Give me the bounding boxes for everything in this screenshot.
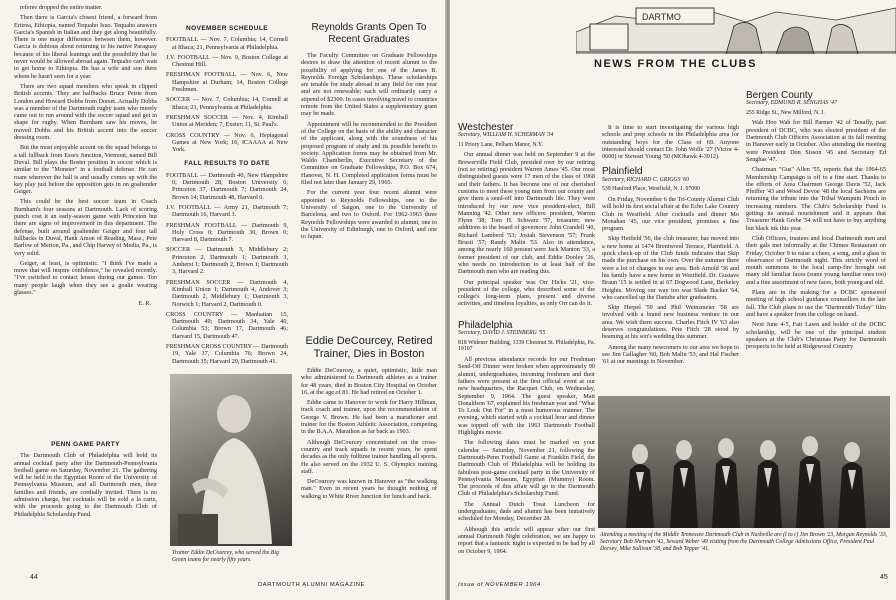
bergen-address: 255 Ridge St., New Milford, N. J. xyxy=(746,109,825,116)
decourcey-headline: Eddie DeCourcey, Retired Trainer, Dies in Boston xyxy=(305,335,433,360)
right-page-number: 45 xyxy=(880,574,888,581)
left-col-1 xyxy=(14,4,157,308)
soccer-article-paragraph: Geiger, at least, is optimistic. "I think I've made a move that will inspire confidence," he revealed recently. "I've switched to contact lenses during our games. Too many people laugh when they see a goalie wearing glasses." xyxy=(14,259,157,296)
bergen-paragraph: Club Officers, trustees and local Dartmouth men and their gals met informally at the Chimes Restaurant on Friday, October 9 to raise a cheer, a song, and a glass in observance of Dartmouth night. This strictly word of mouth summons to the local camp-fire brought out many old familiar faces (some young familiar ones too) and a fine assortment of new faces, both young and old. xyxy=(746,234,886,286)
decourcey-paragraph: Eddie came to Hanover to work for Harry Hillman, track coach and trainer, upon the recommendation of George V. Brown. He had been a marathoner and trainer for the Boston Athletic Association, competing in the B.A.A. Marathon as far back as 1903. xyxy=(301,399,437,436)
reynolds-paragraph: The Faculty Committee on Graduate Fellowships desires to draw the attention of recent alumni to the possibility of applying for one of the James B. Reynolds Foreign Scholarships. These scholarships are tenable for study abroad in any field for one year and are not renewable; each will ordinarily carry a stipend of $2300. In cases involving travel to countries remote from the United States a supplementary grant may be made. xyxy=(301,52,437,118)
november-schedule-title: NOVEMBER SCHEDULE xyxy=(186,25,268,32)
soccer-article-paragraph: Then there is Garcia's closest friend, a forward from Eritrea, Ethiopia, named Tequaho Isuo. Tequaho answers Garcia's Spanish in Italian and they get along beautifully. There is one major difference between them, however. Garcia is dubious about returning to his native Paraguay because of his liberal leanings and the possibility that he never would be allowed abroad again. Tequaho can't wait to get home to Ethiopia. He has a wife and son there whom he hasn't seen for a year. xyxy=(14,14,157,80)
left-page-number: 44 xyxy=(30,574,38,581)
soccer-article-paragraph: referee dropped the entire matter. xyxy=(20,4,103,11)
philadelphia-section xyxy=(458,322,595,558)
bergen-text xyxy=(746,119,886,350)
philadelphia-paragraph: The Annual Dutch Treat Luncheon for undergraduates, dads and alumni has been tentatively scheduled for Monday, December 28. xyxy=(458,500,595,523)
news-from-clubs-title: NEWS FROM THE CLUBS xyxy=(594,58,757,70)
soccer-article-paragraph: This could be the best soccer team in Coach Burnham's four seasons at Dartmouth. Lack of scoring punch cost it an early-season game with Princeton but there are signs of improvement in this department. The defense, built around goaltender Geiger and four tall fullbacks in Duval, Hank Amon of Reading, Mass., Pete Barlow of Merion, Pa., and Chip Harvey of Media, Pa., is very solid. xyxy=(14,198,157,257)
decourcey-paragraph: DeCourcey was known in Hanover as "the walking man." Even in recent years he thought nothing of walking to White River Junction for lunch and back. xyxy=(301,478,437,500)
philadelphia-secretary: Secretary, DAVID J. STEINBERG '55 xyxy=(458,330,546,337)
fall-results-title: FALL RESULTS TO DATE xyxy=(184,160,270,168)
club-meeting-figures xyxy=(598,396,890,528)
right-col-2 xyxy=(602,124,739,369)
bergen-paragraph: Plans are in the making for a DCBC sponsored meeting of high school guidance counsellors in the late fall. The Club plans to use the "Dartmouth Today" film and have a speaker from the college on hand. xyxy=(746,289,886,318)
left-col-3 xyxy=(301,22,437,243)
club-meeting-caption: Attending a meeting of the Middle Tennessee Dartmouth Club in Nashville are (l to r) Jim Brown '23, Morgan Reynolds '33, Secretary Bob Sherman '42, Seward Weber '49 visiting from the Dartmouth College Admissions Office, President Paul Dorsey, Mike Sullivan '38, and Bob Tepper '41. xyxy=(600,532,888,552)
reynolds-paragraph: Appointment will be recommended to the President of the College on the basis of the ability and character of the applicant, along with the soundness of his proposed program of study and its possible benefit to society. Application forms may be obtained from Mr. Waldo Chamberlin, Executive Secretary of the Committee on Graduate Fellowships, P.O. Box 674, Hanover, N. H. Completed application forms must be filed not later than January 29, 1965. xyxy=(301,120,437,187)
issue-label: Issue of NOVEMBER 1964 xyxy=(458,582,541,588)
reynolds-headline: Reynolds Grants Open To Recent Graduates xyxy=(311,22,427,45)
bergen-secretary: Secretary, EDMUND R. SENGHAS '47 xyxy=(746,100,837,107)
plainfield-paragraph: Skip Hetfield '56, the club treasurer, has moved into a new home at 1474 Brentwood Terrace, Plainfield. A quick check-up of the Club funds indicates that Skip made the purchase on his own. Over the summer there were a lot of changes in our area. Bob Arnold '36 and his family have a new home in Westfield. Dr. Gustave Braun '15 is settled in at 67 Dogwood Lane, Berkeley Heights. Moving our way too was Slade Backer '64, who cancelled up the Danube after graduation. xyxy=(602,235,739,301)
plainfield-title: Plainfield xyxy=(602,166,643,178)
plainfield-paragraph: Skip Herpel '59 and Phil Weinsmeier '58 are involved with a brand new business venture in our area. We wish them success. Charles Fitch IV '63 also deserves congratulations. Pete Fitch '28 stood by beaming at his son's wedding this summer. xyxy=(602,304,739,341)
westchester-secretary: Secretary, WILLIAM H. SCHERMAN '34 xyxy=(458,132,554,139)
philadelphia-paragraph: The following dates must be marked on your calendar — Saturday, November 21, following the Dartmouth-Penn Football Game at Franklin Field, the Dartmouth Club of Philadelphia will be holding its fabulous post-game cocktail party in the University of Pennsylvania Museum, Egyptian (Mummy) Room. The proceeds of this affair will go to the Dartmouth Club of Philadelphia's Scholarship Fund. xyxy=(458,439,595,498)
westchester-address: 11 Priory Lane, Pelham Manor, N.Y. xyxy=(458,141,543,148)
bergen-paragraph: Chairman "Gus" Allen '55, reports that the 1964-65 Membership Campaign is off to a fine start. Thanks to the efforts of Area Chairmen George Davis '52, Jack Pfeiffer '43 and Wood Devoe '48 the local Sachems are returning the tribute into the Tribal Wampum Pouch in increasing numbers. The Club's Scholarship Fund is getting its annual nourishment and it appears that Treasurer Hank Grebe '54 will not have to buy anything but black ink this year. xyxy=(746,166,886,232)
plainfield-text xyxy=(602,196,739,366)
sketch-sign-text: DARTMO xyxy=(642,12,681,22)
left-page xyxy=(0,0,446,600)
schedule-item: FRESHMAN FOOTBALL — Nov. 6, New Hampshire at Durham; 14, Boston College Freshmen. xyxy=(166,71,288,94)
prep-school-note: It is time to start investigating the various high schools and prep schools in the Philadelphia area for outstanding boys for the Class of 69. Anyone interested should contact Dr. John Wolfe '27 (Victor 4-0600) or Stewart Young '50 (MOhawk 4-3912). xyxy=(602,124,739,161)
plainfield-paragraph: Among the many newcomers to our area we hope to see Jim Gallagher '60, Bob Malin '53, and Hal Fischer '61 at our meetings in November. xyxy=(602,343,739,366)
result-item: CROSS COUNTRY — Manhattan 15, Dartmouth 49; Dartmouth 34, Yale 40, Columbia 53; Brown 17, Dartmouth 46; Harvard 15, Dartmouth 47. xyxy=(166,310,288,340)
decourcey-article xyxy=(301,335,437,503)
article-signoff: E. R. xyxy=(138,300,151,308)
soccer-article-paragraph: But the most enjoyable accent on the squad belongs to a tall fullback from Essex Junction, Vermont, named Bill Duval. Bill plays the Boster position in soccer which is similar to the "Monster" in a football defense. He can roam wherever the ball is and usually comes up with the key play just before the opposition gets in on goaltender Geiger. xyxy=(14,144,157,196)
result-item: SOCCER — Dartmouth 3, Middlebury 2; Princeton 2, Dartmouth 1; Dartmouth 3, Amherst 1; Dartmouth 2, Brown 1; Dartmouth 3, Harvard 2. xyxy=(166,246,288,276)
philadelphia-address: 818 Widener Building, 1339 Chestnut St. Philadelphia, Pa. 19107 xyxy=(458,339,595,353)
westchester-text xyxy=(458,151,595,307)
penn-game-party-title: PENN GAME PARTY xyxy=(51,441,120,448)
philadelphia-paragraph: All previous attendance records for our Freshman Send-Off Dinner were broken when approximately 90 alumni, undergraduates, incoming freshmen and their fathers were present at the first official event at our new headquarters, the Racquet Club, on Wednesday, September 9, 1964. The guest speaker, Matt Donaldson '67, explained his freshman year and "What To Look Out For" in a most humorous manner. The evening, which started with a cocktail hour and dinner was topped off with the 1963 Dartmouth Football Highlights movie. xyxy=(458,356,595,437)
schedule-item: FOOTBALL — Nov. 7, Columbia; 14, Cornell at Ithaca; 21, Pennsylvania at Philadelphia. xyxy=(166,36,288,51)
soccer-article-paragraph: There are two squad members who speak in clipped British accents. They are halfbacks Bruce Petrie from London and Howard Dobbs from Dorset. Actually Dobbs was a member of the Dartmouth rugby team who merely came out to run around with the soccer squad and get in shape for rugby. When Burnham saw his moves, he moved Dobbs and his British accent into the soccer dressing room. xyxy=(14,82,157,142)
fall-results xyxy=(166,172,288,365)
schedule-item: CROSS COUNTRY — Nov. 6, Heptagonal Games at New York; 16, ICAAAA at New York. xyxy=(166,131,288,154)
westchester-paragraph: Our annual dinner was held on September 9 at the Brewerville Field Club, presided over by our retiring (not so retiring) president Warren Ames '45. Our most distinguished guests were 17 men of the class of 1968 and their fathers. It has become one of our cherished customs to meet these young men from our county and give them a send-off into Dartmouth life. They were introduced by our new vice president-elect, Bill Manning '42. Other new officers: president, Warren Flynn '38; Tom H. Schwarz '57, treasurer; new additions to the board of governors: John Crandell '40, Richard Lamberd '53; Josiah Stevenson '57; Frank Brusti '57; Randy Malin '53. Also in attendance, among the nearly 160 present were Jack Manton '33, a former president of our club, and Eddie Dooley '26, who needs no introduction to at least half of the Dartmouth men who are reading this. xyxy=(458,151,595,276)
right-page xyxy=(450,0,896,600)
reynolds-paragraph: For the current year four recent alumni were appointed to Reynolds Fellowships, one to the University of Saigon, one to the University of Barcelona, and two to Oxford. For 1962-1963 three Reynolds Fellowships were awarded to alumni, one to the University of Edinburgh, one to Oxford, and one to Japan. xyxy=(301,189,437,241)
trainer-photo xyxy=(170,374,292,546)
left-col-1-text xyxy=(14,4,157,296)
reynolds-article xyxy=(301,52,437,240)
westchester-title: Westchester xyxy=(458,122,514,133)
schedule-item: FRESHMAN SOCCER — Nov. 4, Kimball Union at Meriden; 7, Exeter; 11, St. Paul's. xyxy=(166,113,288,129)
trainer-photo-caption: Trainer Eddie DeCourcey, who served the Big Green teams for nearly fifty years. xyxy=(172,550,279,563)
schedule-item: SOCCER — Nov. 7, Columbia; 14, Cornell at Ithaca; 21, Pennsylvania at Philadelphia. xyxy=(166,96,288,111)
magazine-footer: DARTMOUTH ALUMNI MAGAZINE xyxy=(258,582,366,588)
decourcey-paragraph: Eddie DeCourcey, a quiet, optimistic, little man who administered to Dartmouth athletes as a trainer for 48 years, died in Boston City Hospital on October 16, at the age of 81. He had retired on October 1. xyxy=(301,367,437,396)
bergen-title: Bergen County xyxy=(746,90,813,101)
bergen-paragraph: Next June 4-5, Fair Lawn and holder of the DCBC scholarship, will be one of the principal student speakers at the Club's Christmas Party for Dartmouth prospects to be held at Ridgewood Country xyxy=(746,321,886,351)
result-item: FRESHMAN FOOTBALL — Dartmouth 9, Holy Cross 0; Dartmouth 30, Brown 0; Harvard 8, Dartmouth 7. xyxy=(166,221,288,244)
schedule-item: J.V. FOOTBALL — Nov. 9, Boston College at Chestnut Hill. xyxy=(166,53,288,69)
plainfield-paragraph: On Friday, November 6 the Tri-County Alumni Club will hold its first social affair at the Echo Lake Country Club in Westfield. After cocktails and dinner Mo Monahan '45, our vice president, promises a fine program. xyxy=(602,195,740,233)
left-col-2 xyxy=(166,22,288,368)
club-meeting-photo xyxy=(598,396,890,528)
bergen-section xyxy=(746,92,886,353)
result-item: FRESHMAN SOCCER — Dartmouth 4, Kimball Union 1; Dartmouth 4, Andover 3; Dartmouth 2, Middlebury 1; Dartmouth 3, Norwich 1; Harvard 2, Dartmouth 0. xyxy=(166,278,288,308)
result-item: J.V. FOOTBALL — Army 21, Dartmouth 7; Dartmouth 16, Harvard 3. xyxy=(166,203,288,219)
philadelphia-text xyxy=(458,356,595,555)
november-schedule xyxy=(166,36,288,153)
philadelphia-title: Philadelphia xyxy=(458,320,513,331)
westchester-section xyxy=(458,124,595,311)
penn-game-party xyxy=(14,438,157,521)
plainfield-secretary: Secretary, RICHARD C. GRIGGS '60 xyxy=(602,176,689,183)
plainfield-address: 539 Hanford Place, Westfield, N. J. 07090 xyxy=(602,186,700,193)
trainer-figure xyxy=(170,374,292,546)
penn-game-party-text: The Dartmouth Club of Philadelphia will hold its annual cocktail party after the Dartmouth-Pennsylvania football game on Saturday, November 21. The gathering will be held in the Egyptian Room of the University of Pennsylvania Museum, and all Dartmouth men, their families and friends, are cordially invited. There is no admission charge, but cocktails will be sold a la carte, with the proceeds going to the Dartmouth Club of Philadelphia Scholarship Fund. xyxy=(14,452,157,518)
result-item: FRESHMAN CROSS COUNTRY — Dartmouth 19, Yale 37, Columbia 76; Brown 24, Dartmouth 35; Harvard 20, Dartmouth 41. xyxy=(166,342,288,365)
philadelphia-paragraph: Although this article will appear after our first annual Dartmouth Night celebration, we are happy to report that a fantastic night is expected to be had by all on October 9, 1964. xyxy=(458,525,595,555)
westchester-paragraph: Our principal speaker was Orr Hicks '21, vice-president of the college, who described some of the college's long-term plans, present and diverse activities, and timeless loyalties, as only Orr can do it. xyxy=(458,278,595,308)
decourcey-paragraph: Although DeCourcey concentrated on the cross-country and track squads in recent years, he spent decades as the only fulltime trainer handling all sports. He also served on the 1932 U. S. Olympics training staff. xyxy=(301,438,437,475)
clubs-banner-sketch xyxy=(576,2,896,54)
decourcey-article-text xyxy=(301,367,437,500)
result-item: FOOTBALL — Dartmouth 40, New Hampshire 0; Dartmouth 28, Boston University 6; Princeton 37, Dartmouth 7; Dartmouth 24, Brown 14; Dartmouth 48, Harvard 0. xyxy=(166,171,288,201)
bergen-paragraph: Wah Hoo Wah for Bill Parmer '42 of Tenafly, past president of DCBC, who was elected president of the Dartmouth Club Officers Association at its fall meeting in Hanover early in October. Also attending the meeting were President Don Sisson '45 and Secretary Ed Senghas '47. xyxy=(746,119,886,163)
